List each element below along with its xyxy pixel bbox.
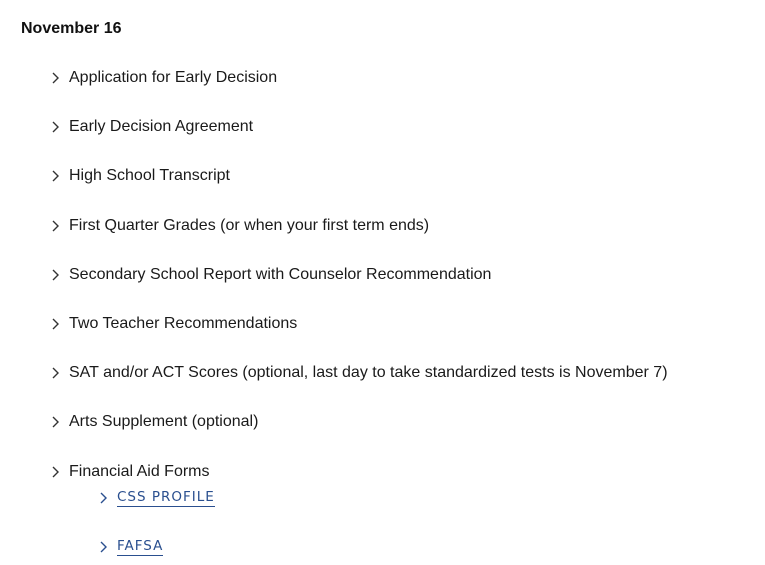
expand-item-teacher-recommendations[interactable]: [50, 313, 297, 335]
link-label[interactable]: FAFSA: [117, 538, 164, 554]
item-label: Arts Supplement (optional): [69, 413, 259, 430]
item-label: Early Decision Agreement: [69, 118, 254, 135]
item-label: Financial Aid Forms: [69, 463, 210, 480]
chevron-right-icon: [50, 169, 62, 183]
item-label: SAT and/or ACT Scores (optional, last day to take standardized tests is November 7): [69, 364, 668, 381]
item-label: Secondary School Report with Counselor Recommendation: [69, 266, 492, 283]
expand-item-school-report[interactable]: [50, 264, 491, 286]
expand-item-agreement[interactable]: [50, 116, 253, 138]
expand-item-test-scores[interactable]: [50, 362, 668, 384]
item-label: First Quarter Grades (or when your first term ends): [69, 217, 430, 234]
chevron-right-icon: [98, 491, 110, 505]
chevron-right-icon: [98, 540, 110, 554]
expand-item-arts-supplement[interactable]: [50, 411, 258, 433]
link-fafsa[interactable]: [98, 537, 163, 557]
chevron-right-icon: [50, 71, 62, 85]
chevron-right-icon: [50, 120, 62, 134]
item-label: Application for Early Decision: [69, 69, 278, 86]
item-label: High School Transcript: [69, 167, 230, 184]
chevron-right-icon: [50, 415, 62, 429]
chevron-right-icon: [50, 317, 62, 331]
expand-item-first-quarter-grades[interactable]: [50, 215, 429, 237]
chevron-right-icon: [50, 219, 62, 233]
link-label[interactable]: CSS PROFILE: [117, 489, 215, 505]
chevron-right-icon: [50, 465, 62, 479]
expand-item-transcript[interactable]: [50, 165, 230, 187]
expand-item-financial-aid[interactable]: [50, 461, 210, 483]
section-heading: November 16: [21, 20, 122, 37]
link-css-profile[interactable]: [98, 488, 215, 508]
expand-item-application[interactable]: [50, 67, 277, 89]
item-label: Two Teacher Recommendations: [69, 315, 298, 332]
chevron-right-icon: [50, 366, 62, 380]
chevron-right-icon: [50, 268, 62, 282]
